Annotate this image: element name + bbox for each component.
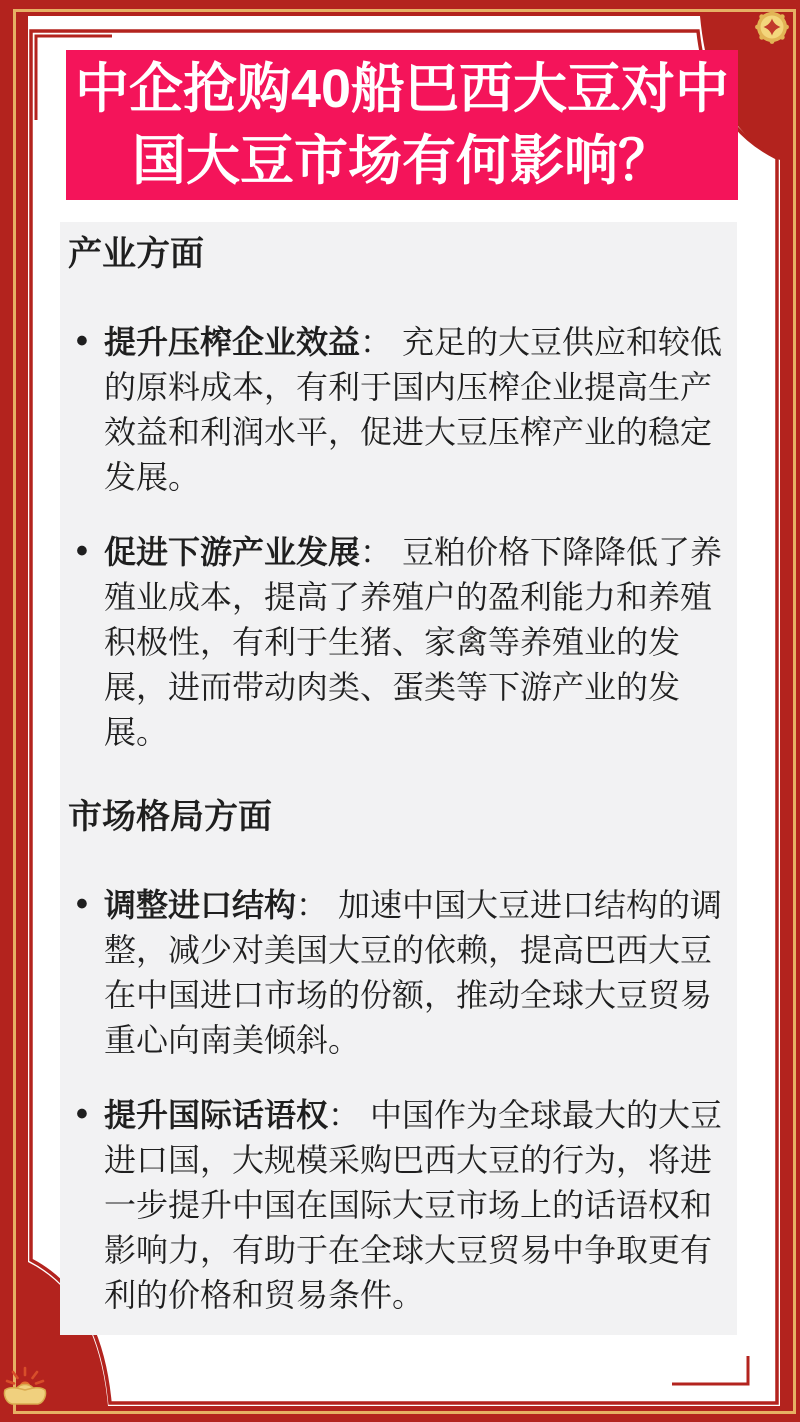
- bullet-dot-icon: •: [76, 1095, 88, 1133]
- bullet-text: 加速中国大豆进口结构的调整，减少对美国大豆的依赖，提高巴西大豆在中国进口市场的份额，推动全球大豆贸易重心向南美倾斜。: [104, 887, 723, 1058]
- bullet-text: 豆粕价格下降降低了养殖业成本，提高了养殖户的盈利能力和养殖积极性，有利于生猪、家禽等养殖业的发展，进而带动肉类、蛋类等下游产业的发展。: [104, 534, 723, 750]
- bullet-dot-icon: •: [76, 532, 88, 570]
- section-heading-industry: 产业方面: [68, 235, 204, 273]
- bullet-separator: ：: [360, 324, 393, 360]
- list-item: [68, 1093, 731, 1318]
- bullet-text: 充足的大豆供应和较低的原料成本，有利于国内压榨企业提高生产效益和利润水平，促进大豆压榨产业的稳定发展。: [104, 324, 723, 495]
- bullet-separator: ：: [360, 534, 393, 570]
- list-item: [68, 530, 731, 755]
- bullet-label: 提升压榨企业效益: [104, 324, 361, 360]
- bullet-label: 调整进口结构: [104, 887, 297, 923]
- page-title: 中企抢购40船巴西大豆对中国大豆市场有何影响？: [74, 59, 730, 191]
- section-heading-market: 市场格局方面: [68, 798, 272, 836]
- list-item: [68, 883, 731, 1063]
- bullet-dot-icon: •: [76, 885, 88, 923]
- list-item: [68, 320, 731, 500]
- title-banner: [66, 50, 738, 200]
- body-block: [60, 222, 737, 1335]
- bullet-separator: ：: [328, 1097, 361, 1133]
- bullet-label: 促进下游产业发展: [104, 534, 361, 570]
- bullet-label: 提升国际话语权: [104, 1097, 329, 1133]
- bullet-text: 中国作为全球最大的大豆进口国，大规模采购巴西大豆的行为，将进一步提升中国在国际大豆市场上的话语权和影响力，有助于在全球大豆贸易中争取更有利的价格和贸易条件。: [104, 1097, 723, 1313]
- bullet-dot-icon: •: [76, 322, 88, 360]
- bullet-separator: ：: [296, 887, 329, 923]
